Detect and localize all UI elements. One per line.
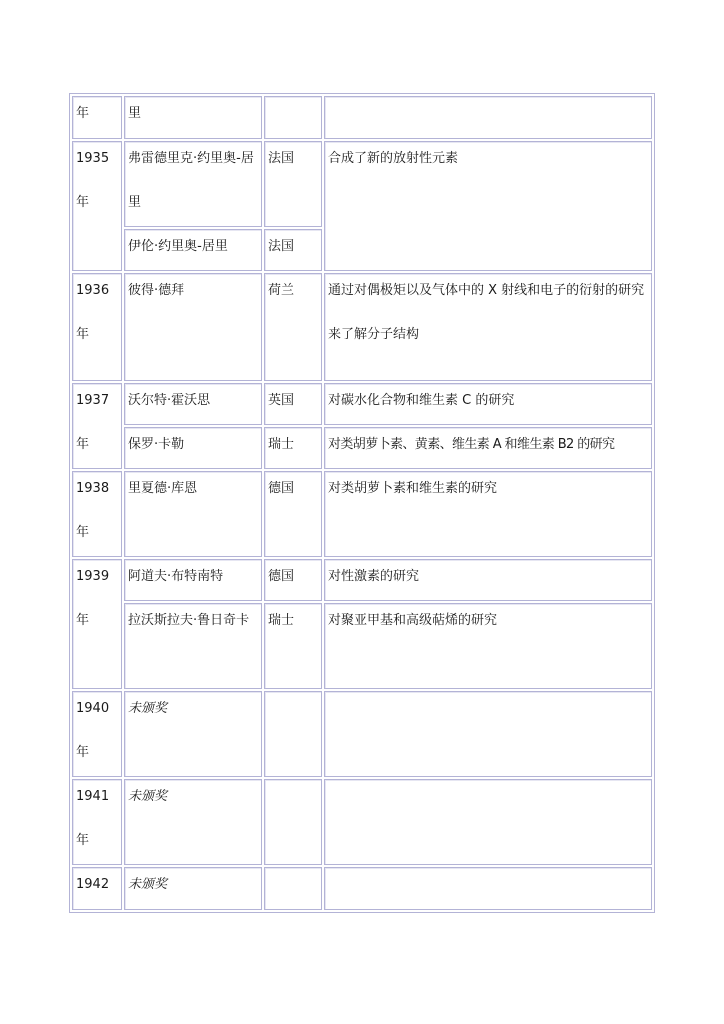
- table-row: [72, 471, 652, 557]
- laureate-cell: 伊伦·约里奥-居里: [124, 229, 262, 271]
- country-cell: 瑞士: [264, 603, 322, 689]
- work-cell: 合成了新的放射性元素: [324, 141, 652, 271]
- table-row: [72, 559, 652, 601]
- work-cell: [324, 867, 652, 910]
- country-cell: [264, 779, 322, 865]
- work-cell: [324, 96, 652, 139]
- country-cell: [264, 96, 322, 139]
- laureate-cell: 里夏德·库恩: [124, 471, 262, 557]
- laureate-cell: 阿道夫·布特南特: [124, 559, 262, 601]
- laureate-cell: 保罗·卡勒: [124, 427, 262, 469]
- country-cell: 荷兰: [264, 273, 322, 381]
- year-cell: 1937年: [72, 383, 122, 469]
- year-cell: 1935年: [72, 141, 122, 271]
- laureate-cell: 拉沃斯拉夫·鲁日奇卡: [124, 603, 262, 689]
- table-row: [72, 779, 652, 865]
- laureate-cell: 未颁奖: [124, 691, 262, 777]
- laureate-cell: 里: [124, 96, 262, 139]
- country-cell: 英国: [264, 383, 322, 425]
- work-cell: [324, 691, 652, 777]
- work-cell: 对类胡萝卜素、黄素、维生素 A 和维生素 B2 的研究: [324, 427, 652, 469]
- table-row: [72, 691, 652, 777]
- year-cell: 1942: [72, 867, 122, 910]
- laureate-cell: 弗雷德里克·约里奥-居里: [124, 141, 262, 227]
- table-row: [72, 867, 652, 910]
- country-cell: 德国: [264, 471, 322, 557]
- table-row: [72, 141, 652, 227]
- table-row: [72, 96, 652, 139]
- work-cell: 对聚亚甲基和高级萜烯的研究: [324, 603, 652, 689]
- country-cell: [264, 867, 322, 910]
- country-cell: [264, 691, 322, 777]
- laureate-cell: 未颁奖: [124, 779, 262, 865]
- work-cell: 对碳水化合物和维生素 C 的研究: [324, 383, 652, 425]
- work-cell: 通过对偶极矩以及气体中的 X 射线和电子的衍射的研究来了解分子结构: [324, 273, 652, 381]
- year-cell: 1938年: [72, 471, 122, 557]
- year-cell: 年: [72, 96, 122, 139]
- work-cell: [324, 779, 652, 865]
- table-row: [72, 273, 652, 381]
- year-cell: 1941年: [72, 779, 122, 865]
- table-row: [72, 603, 652, 689]
- laureate-cell: 未颁奖: [124, 867, 262, 910]
- country-cell: 法国: [264, 229, 322, 271]
- table-row: [72, 383, 652, 425]
- laureate-cell: 彼得·德拜: [124, 273, 262, 381]
- year-cell: 1936年: [72, 273, 122, 381]
- table-row: [72, 427, 652, 469]
- work-cell: 对类胡萝卜素和维生素的研究: [324, 471, 652, 557]
- country-cell: 德国: [264, 559, 322, 601]
- year-cell: 1940年: [72, 691, 122, 777]
- country-cell: 瑞士: [264, 427, 322, 469]
- nobel-chemistry-table: [69, 93, 655, 913]
- country-cell: 法国: [264, 141, 322, 227]
- laureate-cell: 沃尔特·霍沃思: [124, 383, 262, 425]
- year-cell: 1939年: [72, 559, 122, 689]
- work-cell: 对性激素的研究: [324, 559, 652, 601]
